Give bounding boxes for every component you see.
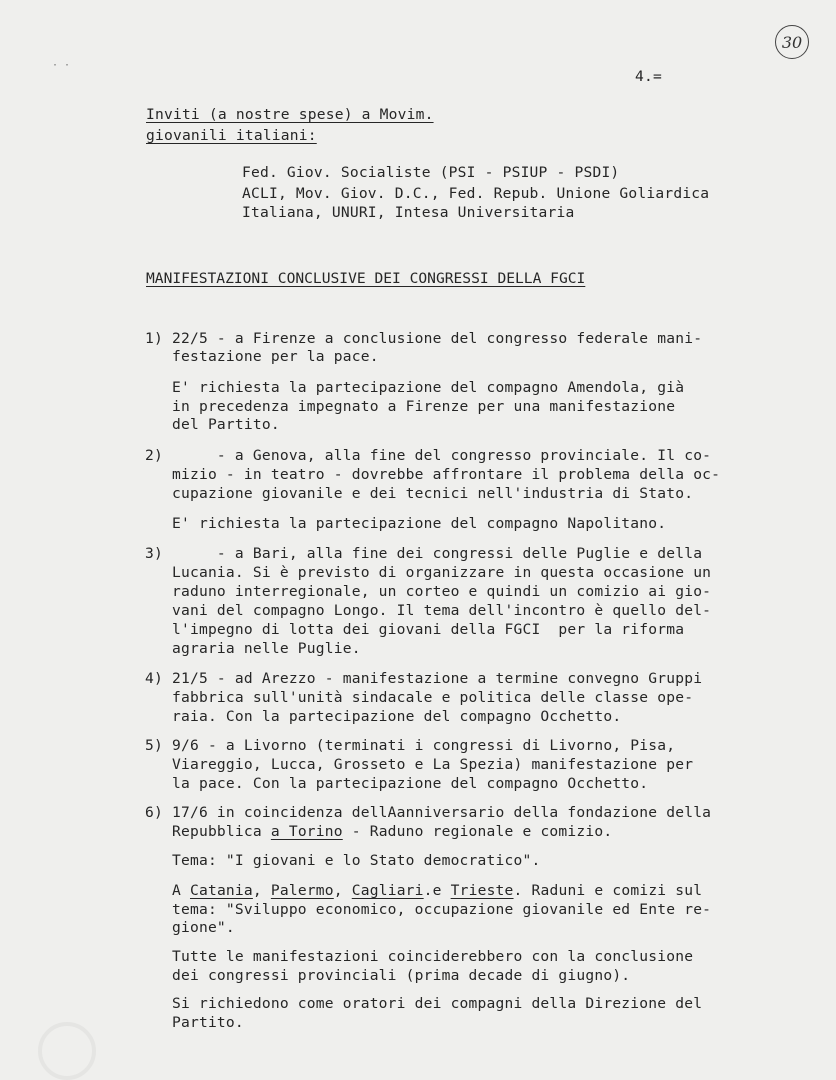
place-torino: a Torino xyxy=(270,823,343,840)
page-number: 4.= xyxy=(635,68,662,85)
item-line: 21/5 - ad Arezzo - manifestazione a termine convegno Gruppi xyxy=(172,670,703,687)
item-line: raduno interregionale, un corteo e quindi un comizio ai gio- xyxy=(172,583,712,600)
item-line: Viareggio, Lucca, Grosseto e La Spezia) manifestazione per xyxy=(172,756,694,773)
item-number: 4) xyxy=(145,670,163,687)
item-number: 3) xyxy=(145,545,163,562)
item-line: cupazione giovanile e dei tecnici nell'industria di Stato. xyxy=(172,485,694,502)
item-number: 2) xyxy=(145,447,163,464)
item-line: mizio - in teatro - dovrebbe affrontare il problema della oc- xyxy=(172,466,721,483)
city-catania: Catania xyxy=(189,882,253,899)
item-note: E' richiesta la partecipazione del compagno Napolitano. xyxy=(172,515,667,532)
invites-line: ACLI, Mov. Giov. D.C., Fed. Repub. Unione Goliardica xyxy=(242,185,710,202)
item-line: festazione per la pace. xyxy=(172,348,379,365)
item-line: 9/6 - a Livorno (terminati i congressi di Livorno, Pisa, xyxy=(172,737,676,754)
item-note: del Partito. xyxy=(172,416,280,433)
item-note: E' richiesta la partecipazione del compagno Amendola, già xyxy=(172,379,685,396)
item-cities-line: A Catania, Palermo, Cagliari.e Trieste. Raduni e comizi sul xyxy=(172,882,703,899)
section-title: MANIFESTAZIONI CONCLUSIVE DEI CONGRESSI DELLA FGCI xyxy=(146,270,586,287)
item-line: 22/5 - a Firenze a conclusione del congresso federale mani- xyxy=(172,330,703,347)
item-line: gione". xyxy=(172,919,235,936)
item-line: vani del compagno Longo. Il tema dell'incontro è quello del- xyxy=(172,602,712,619)
item-conclusion: Tutte le manifestazioni coinciderebbero con la conclusione xyxy=(172,948,694,965)
item-line: raia. Con la partecipazione del compagno Occhetto. xyxy=(172,708,622,725)
archive-stamp: 30 xyxy=(775,25,809,59)
item-line: l'impegno di lotta dei giovani della FGCI per la riforma xyxy=(172,621,685,638)
paper-speck: · · xyxy=(52,60,71,71)
item-line: fabbrica sull'unità sindacale e politica delle classe ope- xyxy=(172,689,694,706)
item-line: - a Genova, alla fine del congresso provinciale. Il co- xyxy=(172,447,712,464)
invites-line: Fed. Giov. Socialiste (PSI - PSIUP - PSDI) xyxy=(242,164,620,181)
item-speakers: Partito. xyxy=(172,1014,244,1031)
invites-line: Italiana, UNURI, Intesa Universitaria xyxy=(242,204,575,221)
invites-heading-1: Inviti (a nostre spese) a Movim. xyxy=(146,106,434,123)
item-line: Repubblica a Torino - Raduno regionale e comizio. xyxy=(172,823,613,840)
item-tema: Tema: "I giovani e lo Stato democratico". xyxy=(172,852,541,869)
invites-heading-2: giovanili italiani: xyxy=(146,127,317,144)
item-note: in precedenza impegnato a Firenze per una manifestazione xyxy=(172,398,676,415)
item-line: Lucania. Si è previsto di organizzare in questa occasione un xyxy=(172,564,712,581)
item-number: 1) xyxy=(145,330,163,347)
item-line: agraria nelle Puglie. xyxy=(172,640,361,657)
item-speakers: Si richiedono come oratori dei compagni della Direzione del xyxy=(172,995,703,1012)
item-line: 17/6 in coincidenza dellAanniversario della fondazione della xyxy=(172,804,712,821)
city-palermo: Palermo xyxy=(270,882,334,899)
item-line: - a Bari, alla fine dei congressi delle Puglie e della xyxy=(172,545,703,562)
city-cagliari: Cagliari xyxy=(351,882,424,899)
item-number: 5) xyxy=(145,737,163,754)
item-line: tema: "Sviluppo economico, occupazione giovanile ed Ente re- xyxy=(172,901,712,918)
watermark-emblem xyxy=(38,1022,96,1080)
item-number: 6) xyxy=(145,804,163,821)
item-conclusion: dei congressi provinciali (prima decade di giugno). xyxy=(172,967,631,984)
item-line: la pace. Con la partecipazione del compagno Occhetto. xyxy=(172,775,649,792)
city-trieste: Trieste xyxy=(450,882,514,899)
